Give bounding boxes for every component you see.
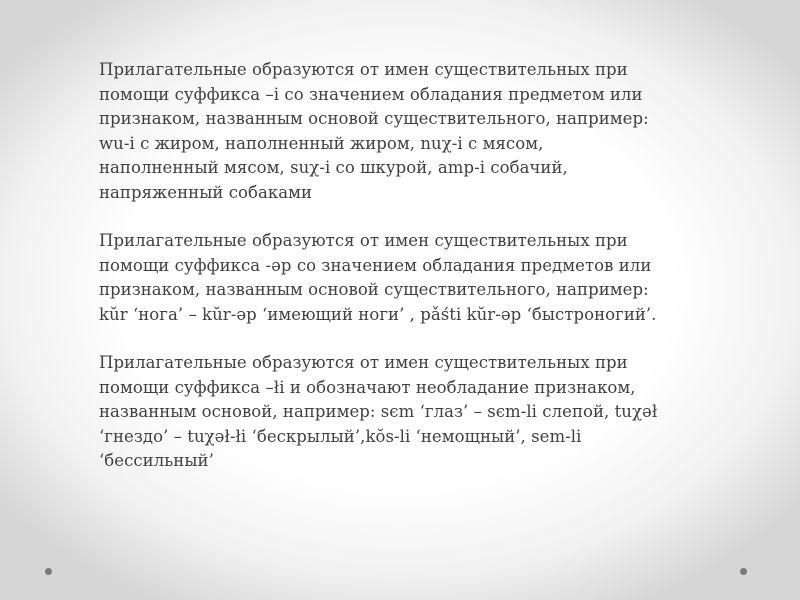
paragraph-suffix-ap — [99, 229, 739, 327]
text-line: ‘гнездо’ – tuχәł-łi ‘бескрылый’,kŏs-li ‘немощный’, sem-li — [99, 426, 582, 446]
paragraph-suffix-i — [99, 58, 739, 205]
slide-text-body — [99, 58, 739, 498]
text-line: признаком, названным основой существительного, например: — [99, 280, 649, 299]
text-line: наполненный мясом, suχ-i со шкурой, amp-i собачий, — [99, 158, 568, 177]
text-line: wu-i с жиром, наполненный жиром, nuχ-i с мясом, — [99, 133, 544, 153]
corner-dot-left — [45, 568, 52, 575]
text-line: ‘бессильный’ — [99, 451, 214, 470]
text-line: Прилагательные образуются от имен существительных при — [99, 231, 628, 250]
text-line: помощи суффикса –i со значением обладания предметом или — [99, 84, 643, 104]
text-line: напряженный собаками — [99, 182, 313, 202]
text-line: помощи суффикса -әр со значением обладания предметов или — [99, 255, 652, 275]
text-line: названным основой, например: sєm ‘глаз’ – sєm-li слепой, tuχәł — [99, 402, 658, 421]
corner-dot-right — [740, 568, 747, 575]
text-line: помощи суффикса –łi и обозначают необладание признаком, — [99, 377, 636, 397]
text-line: Прилагательные образуются от имен существительных при — [99, 60, 628, 79]
text-line: kŭr ‘нога’ – kŭr-әр ‘имеющий ноги’ , pǎśti kŭr-әр ‘быстроногий’. — [99, 304, 657, 324]
text-line: Прилагательные образуются от имен существительных при — [99, 353, 628, 372]
text-line: признаком, названным основой существительного, например: — [99, 109, 649, 128]
paragraph-suffix-li — [99, 351, 739, 474]
